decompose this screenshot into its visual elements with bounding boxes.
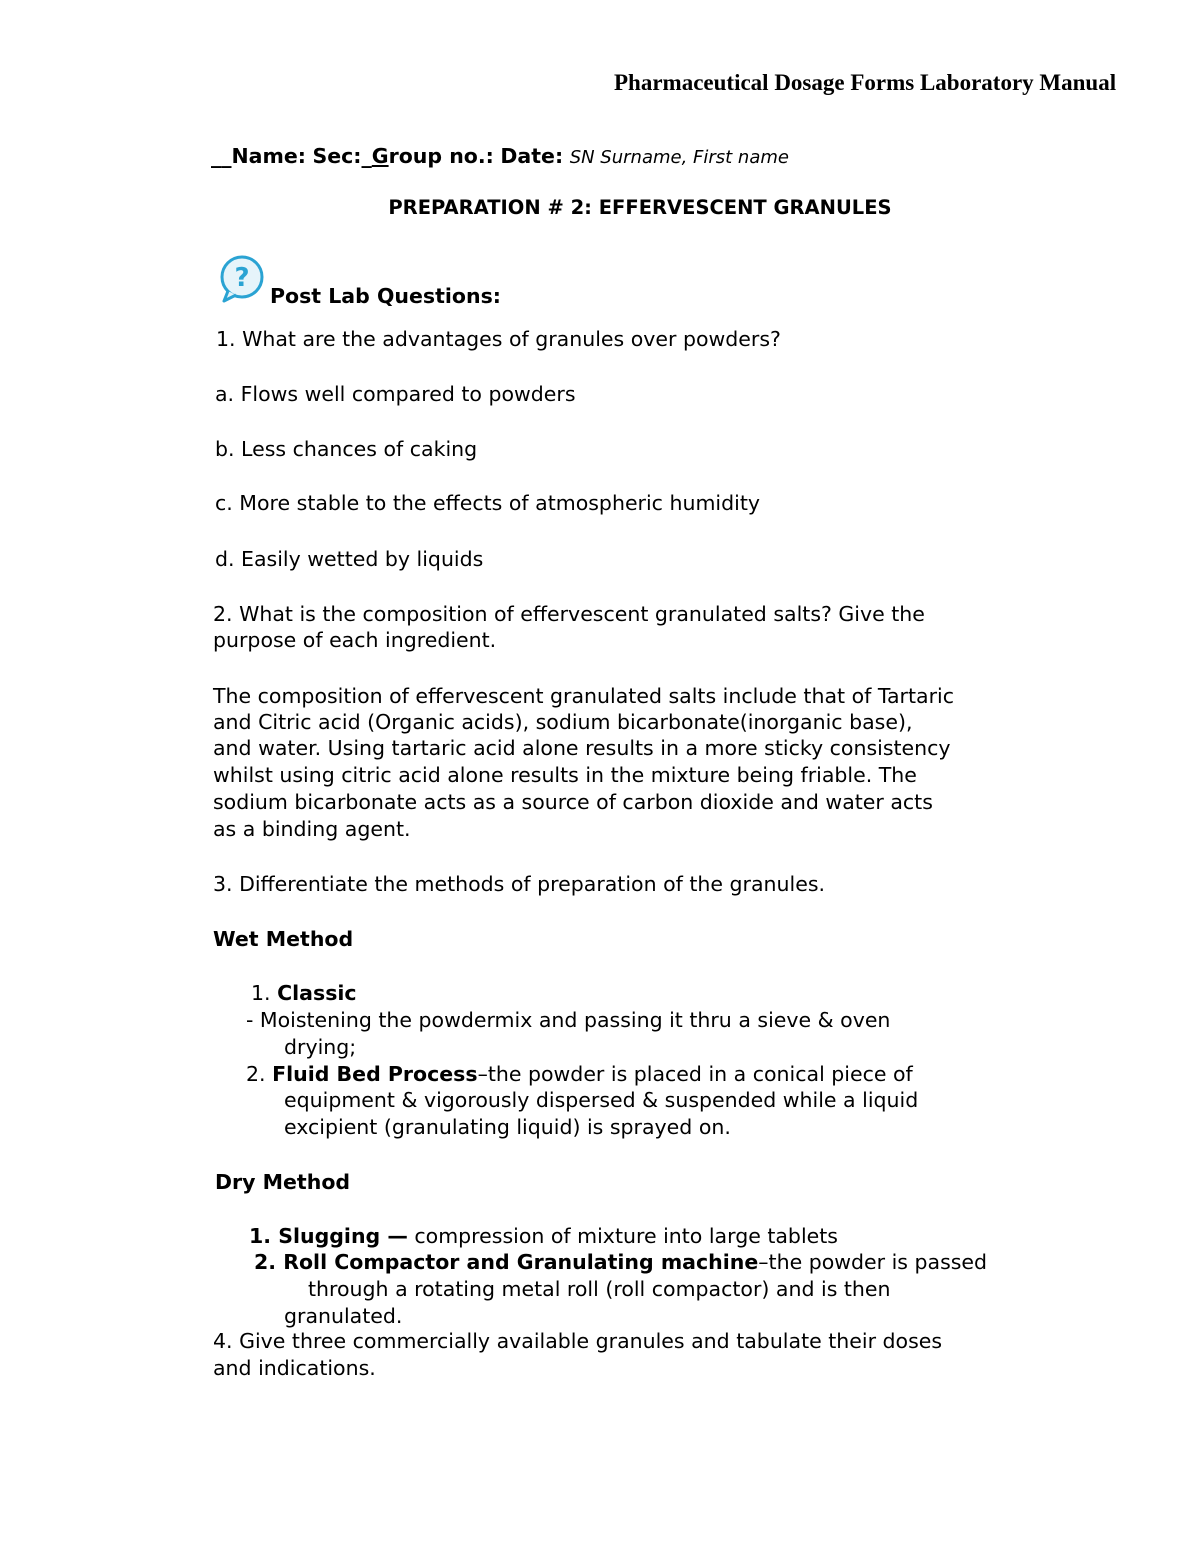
date-label: Date:: [500, 144, 564, 168]
q2-answer-line-5: sodium bicarbonate acts as a source of carbon dioxide and water acts: [213, 790, 933, 814]
dry-item-2-title: 2. Roll Compactor and Granulating machine: [254, 1250, 759, 1274]
page-title: PREPARATION # 2: EFFERVESCENT GRANULES: [388, 196, 892, 219]
wet-item-2-number: 2.: [246, 1062, 266, 1086]
wet-item-2-desc-line-3: excipient (granulating liquid) is sprayed on.: [284, 1115, 731, 1139]
dry-item-2: [254, 1250, 987, 1274]
manual-header-title: Pharmaceutical Dosage Forms Laboratory Manual: [614, 70, 1117, 95]
dry-item-1-title: 1. Slugging —: [249, 1224, 408, 1248]
wet-item-1-title: Classic: [277, 981, 357, 1005]
question-1: 1. What are the advantages of granules over powders?: [216, 327, 781, 351]
dry-item-1-desc: compression of mixture into large tablets: [407, 1224, 838, 1248]
question-4-line-1: 4. Give three commercially available granules and tabulate their doses: [213, 1329, 943, 1353]
wet-item-1-desc-line-1: - Moistening the powdermix and passing it thru a sieve & oven: [246, 1008, 891, 1032]
wet-item-2: [246, 1062, 913, 1086]
group-initial: G: [371, 144, 389, 168]
q2-answer-line-3: and water. Using tartaric acid alone results in a more sticky consistency: [213, 736, 951, 760]
question-4-line-2: and indications.: [213, 1356, 376, 1380]
q1-answer-d: d. Easily wetted by liquids: [215, 547, 484, 571]
q2-answer-line-1: The composition of effervescent granulated salts include that of Tartaric: [213, 684, 954, 708]
name-label: Name:: [231, 144, 306, 168]
post-lab-label: Post Lab Questions:: [270, 284, 501, 308]
student-name: SN Surname, First name: [569, 147, 789, 168]
q2-answer-line-6: as a binding agent.: [213, 817, 411, 841]
sec-label: Sec:: [312, 144, 362, 168]
question-2-line-1: 2. What is the composition of effervescent granulated salts? Give the: [213, 602, 925, 626]
q1-answer-b: b. Less chances of caking: [215, 437, 478, 461]
q1-answer-a: a. Flows well compared to powders: [215, 382, 576, 406]
wet-item-2-desc-line-1: –the powder is placed in a conical piece of: [477, 1062, 913, 1086]
wet-item-1-number: 1.: [251, 981, 271, 1005]
info-line: [211, 144, 789, 168]
dry-item-2-desc-line-2: through a rotating metal roll (roll compactor) and is then: [308, 1277, 891, 1301]
question-3: 3. Differentiate the methods of preparation of the granules.: [213, 872, 826, 896]
dry-item-2-desc-line-1: –the powder is passed: [758, 1250, 988, 1274]
wet-item-2-desc-line-2: equipment & vigorously dispersed & suspended while a liquid: [284, 1088, 919, 1112]
q2-answer-line-2: and Citric acid (Organic acids), sodium bicarbonate(inorganic base),: [213, 710, 913, 734]
q1-answer-c: c. More stable to the effects of atmospheric humidity: [215, 491, 760, 515]
wet-item-1: [251, 981, 357, 1005]
svg-text:?: ?: [234, 263, 250, 293]
dry-item-2-desc-line-3: granulated.: [284, 1304, 403, 1328]
wet-item-2-title: Fluid Bed Process: [272, 1062, 478, 1086]
wet-method-heading: Wet Method: [213, 927, 354, 951]
group-blank: _: [361, 144, 372, 168]
q2-answer-line-4: whilst using citric acid alone results in the mixture being friable. The: [213, 763, 917, 787]
group-label: roup no.:: [388, 144, 494, 168]
question-bubble-icon: [216, 253, 268, 305]
dry-method-heading: Dry Method: [215, 1170, 351, 1194]
question-2-line-2: purpose of each ingredient.: [213, 628, 497, 652]
blank-underscore: __: [211, 144, 232, 168]
dry-item-1: [249, 1224, 838, 1248]
wet-item-1-desc-line-2: drying;: [284, 1035, 357, 1059]
